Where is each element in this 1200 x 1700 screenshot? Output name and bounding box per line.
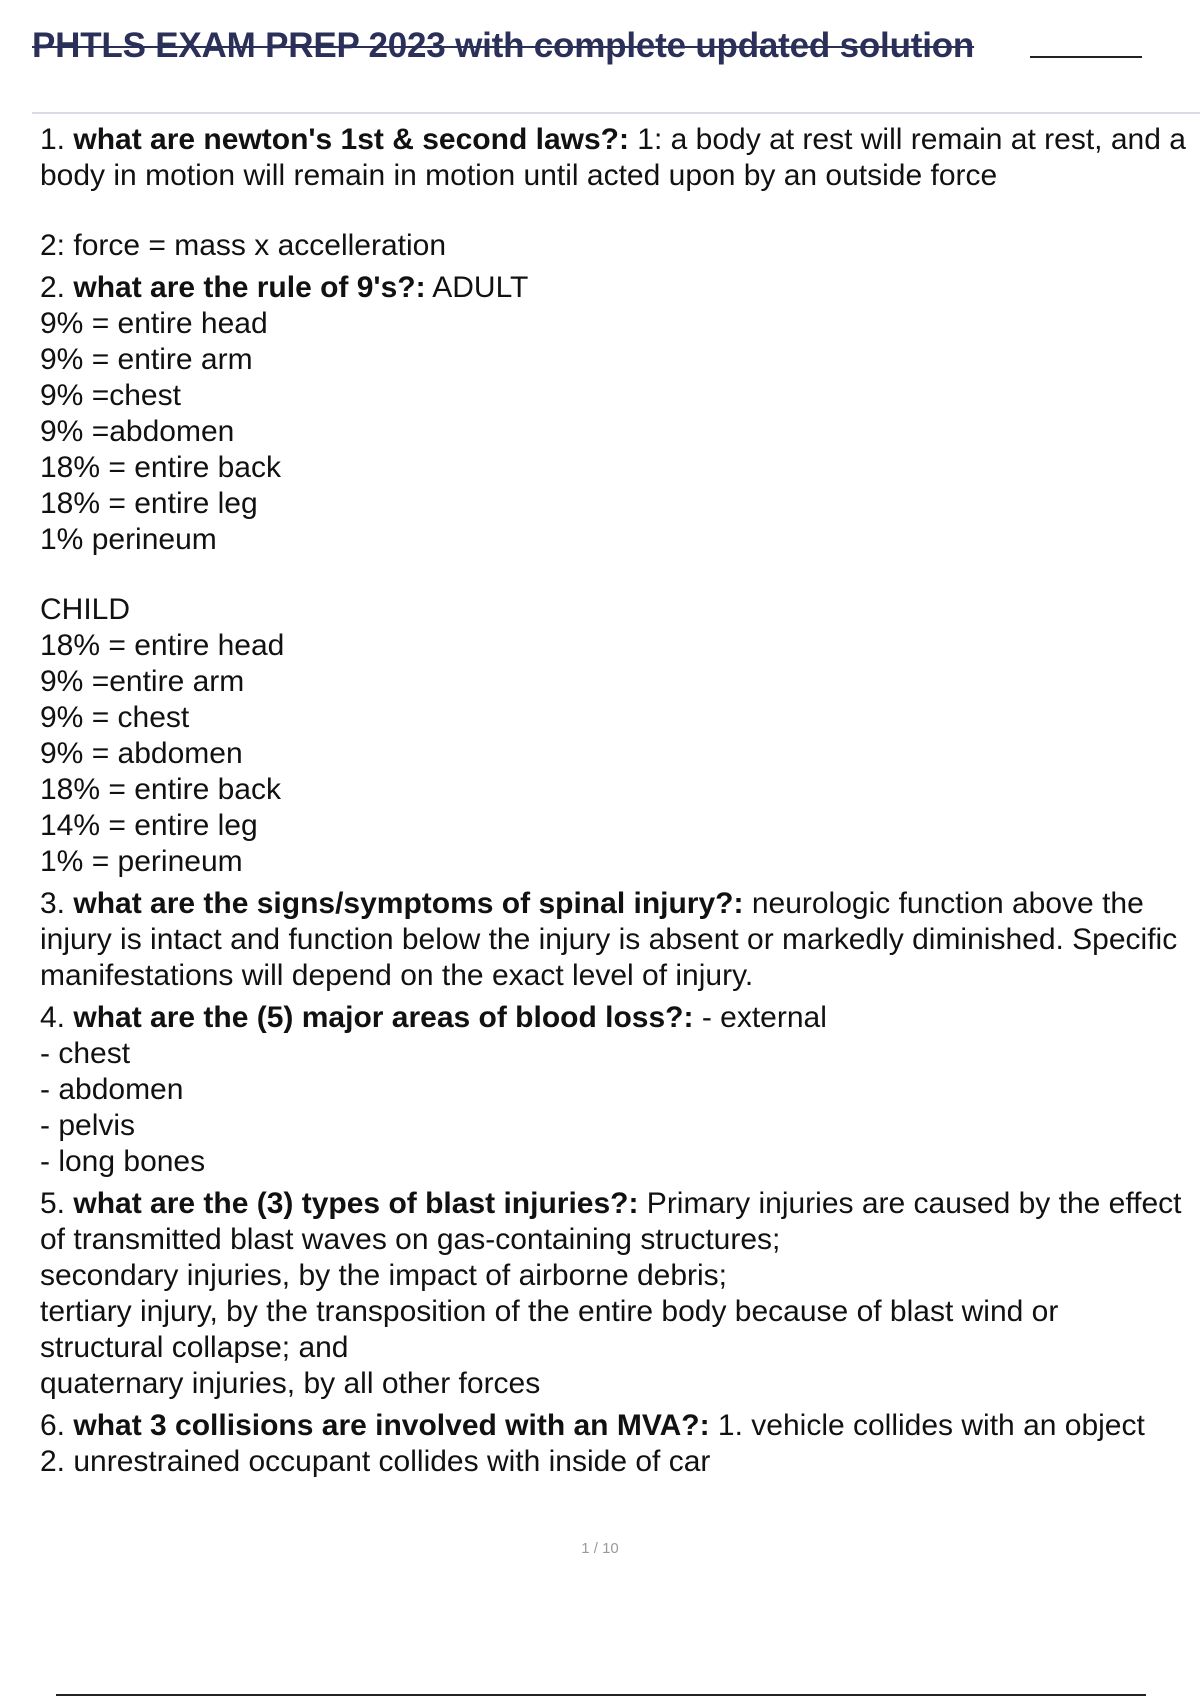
qa-item-4: [40, 1000, 1190, 1180]
header-divider: [32, 112, 1200, 114]
blank-line: [40, 558, 1190, 592]
question-number: 3.: [40, 887, 74, 920]
answer-line: - pelvis: [40, 1109, 136, 1142]
question-text: what are the (5) major areas of blood loss?:: [73, 1001, 694, 1034]
page-number: 1 / 10: [581, 1540, 619, 1557]
qa-item-5: [40, 1186, 1190, 1402]
answer-text: 1. vehicle collides with an object: [709, 1409, 1145, 1442]
qa-first-line: [40, 122, 1190, 194]
answer-line: 9% =chest: [40, 379, 181, 412]
title-underline-rule: [1030, 56, 1142, 58]
answer-text: - external: [693, 1001, 827, 1034]
question-number: 4.: [40, 1001, 74, 1034]
question-number: 6.: [40, 1409, 74, 1442]
qa-item-1: [40, 122, 1190, 264]
page-title: PHTLS EXAM PREP 2023 with complete updated solution: [32, 26, 975, 65]
question-text: what 3 collisions are involved with an MVA?:: [73, 1409, 710, 1442]
answer-line: 18% = entire back: [40, 451, 281, 484]
answer-line: - abdomen: [40, 1073, 184, 1106]
answer-line: secondary injuries, by the impact of airborne debris;: [40, 1259, 728, 1292]
qa-first-line: [40, 886, 1190, 994]
answer-line: 9% =abdomen: [40, 415, 235, 448]
answer-line: 9% =entire arm: [40, 665, 245, 698]
answer-line: 18% = entire head: [40, 629, 285, 662]
question-number: 5.: [40, 1187, 74, 1220]
answer-line: - chest: [40, 1037, 131, 1070]
answer-line: - long bones: [40, 1145, 206, 1178]
answer-line: CHILD: [40, 593, 131, 626]
answer-line: 18% = entire back: [40, 773, 281, 806]
answer-line: 9% = entire arm: [40, 343, 253, 376]
question-text: what are newton's 1st & second laws?:: [73, 123, 629, 156]
answer-text: neurologic function above the injury is intact and function below the injury is absent or markedly diminished. Specific manifestations will depend on the exact level of injury.: [40, 887, 1178, 992]
qa-first-line: [40, 1408, 1190, 1444]
question-text: what are the rule of 9's?:: [73, 271, 426, 304]
blank-line: [40, 194, 1190, 228]
qa-first-line: [40, 1000, 1190, 1036]
answer-text: ADULT: [425, 271, 529, 304]
question-number: 2.: [40, 271, 74, 304]
footer-rule: [56, 1694, 1146, 1696]
qa-item-6: [40, 1408, 1190, 1480]
answer-line: quaternary injuries, by all other forces: [40, 1367, 541, 1400]
answer-text: 1: a body at rest will remain at rest, and a body in motion will remain in motion until acted upon by an outside force: [40, 123, 1186, 192]
answer-line: 1% perineum: [40, 523, 217, 556]
qa-item-2: [40, 270, 1190, 880]
question-text: what are the (3) types of blast injuries?:: [73, 1187, 639, 1220]
answer-line: 2. unrestrained occupant collides with inside of car: [40, 1445, 711, 1478]
answer-line: 18% = entire leg: [40, 487, 258, 520]
answer-line: 9% = entire head: [40, 307, 268, 340]
answer-text: Primary injuries are caused by the effect of transmitted blast waves on gas-containing structures;: [40, 1187, 1182, 1256]
qa-first-line: [40, 270, 1190, 306]
question-number: 1.: [40, 123, 74, 156]
answer-line: tertiary injury, by the transposition of the entire body because of blast wind or structural collapse; and: [40, 1295, 1059, 1364]
question-text: what are the signs/symptoms of spinal injury?:: [73, 887, 744, 920]
answer-line: 9% = abdomen: [40, 737, 243, 770]
answer-line: 9% = chest: [40, 701, 190, 734]
answer-line: 2: force = mass x accelleration: [40, 229, 447, 262]
qa-item-3: [40, 886, 1190, 994]
answer-line: 14% = entire leg: [40, 809, 258, 842]
qa-list: [40, 122, 1190, 1486]
qa-first-line: [40, 1186, 1190, 1258]
answer-line: 1% = perineum: [40, 845, 243, 878]
